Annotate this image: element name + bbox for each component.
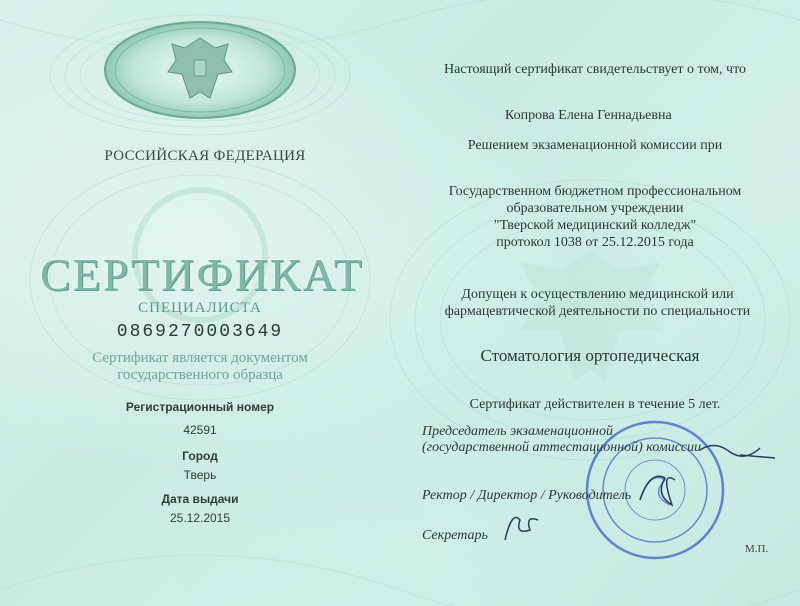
chair-line-2: (государственной аттестационной) комиссии — [422, 440, 702, 455]
chair-line-1: Председатель экзаменационной — [422, 424, 613, 439]
certificate-description — [60, 350, 340, 384]
validity-text: Сертификат действителен в течение 5 лет. — [469, 397, 721, 412]
decision-text: Решением экзаменационной комиссии при — [467, 138, 723, 153]
admitted-line-1: Допущен к осуществлению медицинской или — [461, 287, 734, 302]
institution-line-2: образовательном учреждении — [506, 201, 684, 216]
admitted-line-2: фармацевтической деятельности по специальности — [444, 304, 751, 319]
registration-number-label: Регистрационный номер — [125, 400, 275, 414]
seal-place-label: М.П. — [745, 543, 769, 555]
institution-line-3: "Тверской медицинский колледж" — [493, 218, 697, 233]
country-name: РОССИЙСКАЯ ФЕДЕРАЦИЯ — [104, 148, 306, 164]
institution-block — [420, 183, 770, 251]
issue-date-value: 25.12.2015 — [169, 511, 231, 525]
registration-number-value: 42591 — [183, 423, 217, 437]
certificate-title: СЕРТИФИКАТ — [40, 249, 364, 300]
commission-chair-label — [422, 424, 722, 456]
city-label: Город — [182, 449, 218, 463]
city-value: Тверь — [183, 468, 217, 482]
certificate-number: 0869270003649 — [116, 322, 284, 342]
holder-name: Копрова Елена Геннадьевна — [505, 108, 672, 123]
coat-of-arms-emblem — [105, 22, 295, 118]
rector-label: Ректор / Директор / Руководитель — [422, 488, 632, 503]
secretary-label: Секретарь — [422, 528, 488, 543]
intro-text: Настоящий сертификат свидетельствует о том, что — [443, 62, 747, 77]
institution-line-1: Государственном бюджетном профессиональном — [448, 184, 742, 199]
admission-block — [410, 286, 785, 320]
protocol-line: протокол 1038 от 25.12.2015 года — [496, 235, 694, 250]
issue-date-label: Дата выдачи — [161, 492, 239, 506]
specialty: Стоматология ортопедическая — [480, 346, 700, 365]
description-line-1: Сертификат является документом — [92, 350, 308, 366]
certificate-subtitle: СПЕЦИАЛИСТА — [138, 300, 262, 316]
description-line-2: государственного образца — [117, 367, 283, 383]
